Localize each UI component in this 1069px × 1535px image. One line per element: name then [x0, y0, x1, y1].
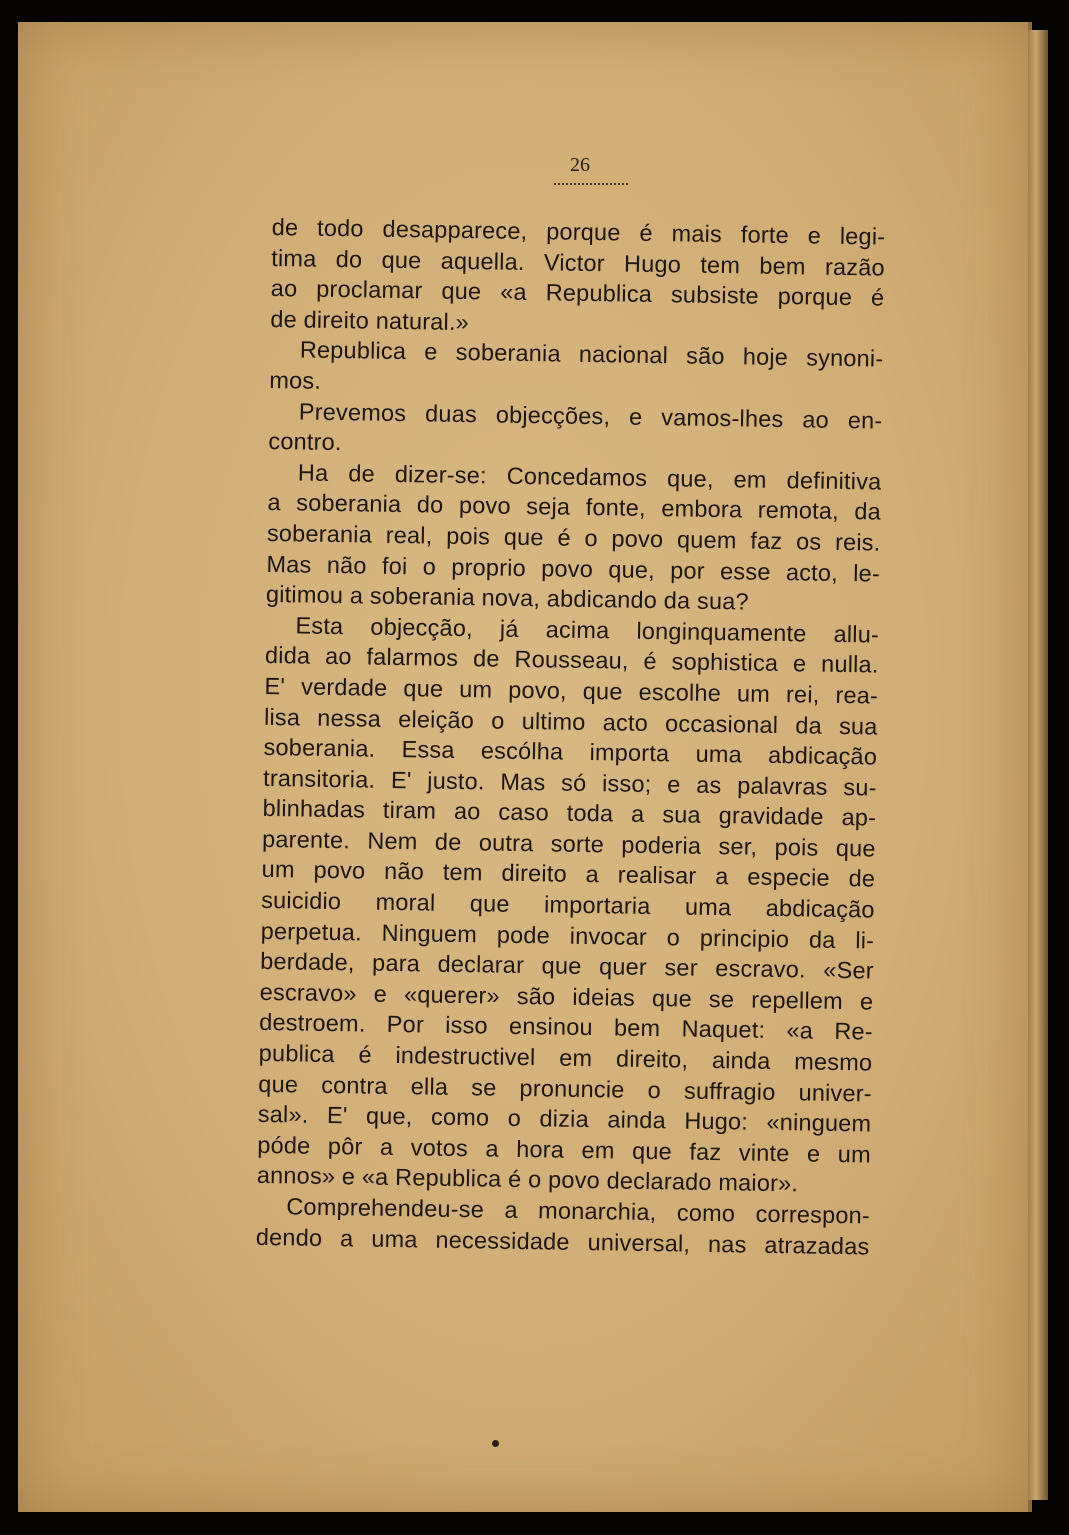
- text-line-content: gitimou a soberania nova, abdicando da sua?: [265, 581, 750, 615]
- text-line-content: a soberania do povo seja fonte, embora remota, da: [267, 489, 882, 525]
- text-line-content: lisa nessa eleição o ultimo acto occasional da sua: [263, 703, 878, 740]
- text-line-content: E' verdade que um povo, que escolhe um rei, rea-: [264, 672, 879, 709]
- text-line-content: de direito natural.»: [270, 305, 470, 335]
- text-line-content: dida ao falarmos de Rousseau, é sophistica e nulla.: [264, 642, 879, 678]
- text-line-content: destroem. Por isso ensinou bem Naquet: «a Re-: [259, 1009, 873, 1045]
- text-line-content: sal». E' que, como o dizia ainda Hugo: «ninguem: [257, 1101, 872, 1137]
- text-line-content: escravo» e «querer» são ideias que se repellem e: [259, 978, 874, 1015]
- text-line-content: dendo a uma necessidade universal, nas atrazadas: [255, 1223, 870, 1260]
- page-number: 26: [570, 154, 590, 176]
- text-line-content: contro.: [268, 428, 342, 456]
- book-spine: [1028, 30, 1048, 1500]
- text-line-content: parente. Nem de outra sorte poderia ser, pois que: [261, 825, 876, 862]
- text-line-content: Mas não foi o proprio povo que, por esse acto, le-: [266, 550, 881, 587]
- text-line-content: que contra ella se pronuncie o suffragio univer-: [258, 1070, 873, 1107]
- text-line-content: póde pôr a votos a hora em que faz vinte e um: [257, 1131, 872, 1168]
- text-line-content: tima do que aquella. Victor Hugo tem bem razão: [271, 244, 885, 281]
- text-line-content: blinhadas tiram ao caso toda a sua gravidade ap-: [262, 795, 877, 831]
- text-line-content: publica é indestructivel em direito, ainda mesmo: [258, 1039, 873, 1076]
- text-line-content: de todo desapparece, porque é mais forte e legi-: [271, 213, 886, 250]
- text-line-content: um povo não tem direito a realisar a especie de: [261, 856, 876, 893]
- text-line-content: annos» e «a Republica é o povo declarado maior».: [256, 1162, 799, 1197]
- text-line-content: soberania real, pois que é o povo quem faz os reis.: [266, 519, 881, 556]
- text-line-content: perpetua. Ninguem pode invocar o principio da li-: [260, 917, 875, 954]
- text-line-content: mos.: [269, 366, 322, 394]
- body-text: [256, 212, 886, 1262]
- text-line-content: soberania. Essa escólha importa uma abdicação: [263, 734, 878, 770]
- text-line-content: transitoria. E' justo. Mas só isso; e as palavras su-: [262, 764, 877, 801]
- text-line-content: suicidio moral que importaria uma abdicação: [260, 886, 875, 923]
- text-line-content: ao proclamar que «a Republica subsiste porque é: [270, 275, 885, 311]
- text-line-content: Esta objecção, já acima longinquamente allu-: [295, 612, 880, 648]
- text-line-content: berdade, para declarar que quer ser escravo. «Ser: [260, 948, 874, 984]
- page-number-rule: [554, 183, 628, 185]
- text-line-content: Prevemos duas objecções, e vamos-lhes ao en-: [298, 398, 883, 434]
- ink-dot: [492, 1440, 499, 1447]
- text-line-content: Ha de dizer-se: Concedamos que, em definitiva: [297, 459, 882, 495]
- text-line-content: Republica e soberania nacional são hoje synoni-: [299, 336, 884, 372]
- text-line-content: Comprehendeu-se a monarchia, como correspon-: [286, 1193, 871, 1229]
